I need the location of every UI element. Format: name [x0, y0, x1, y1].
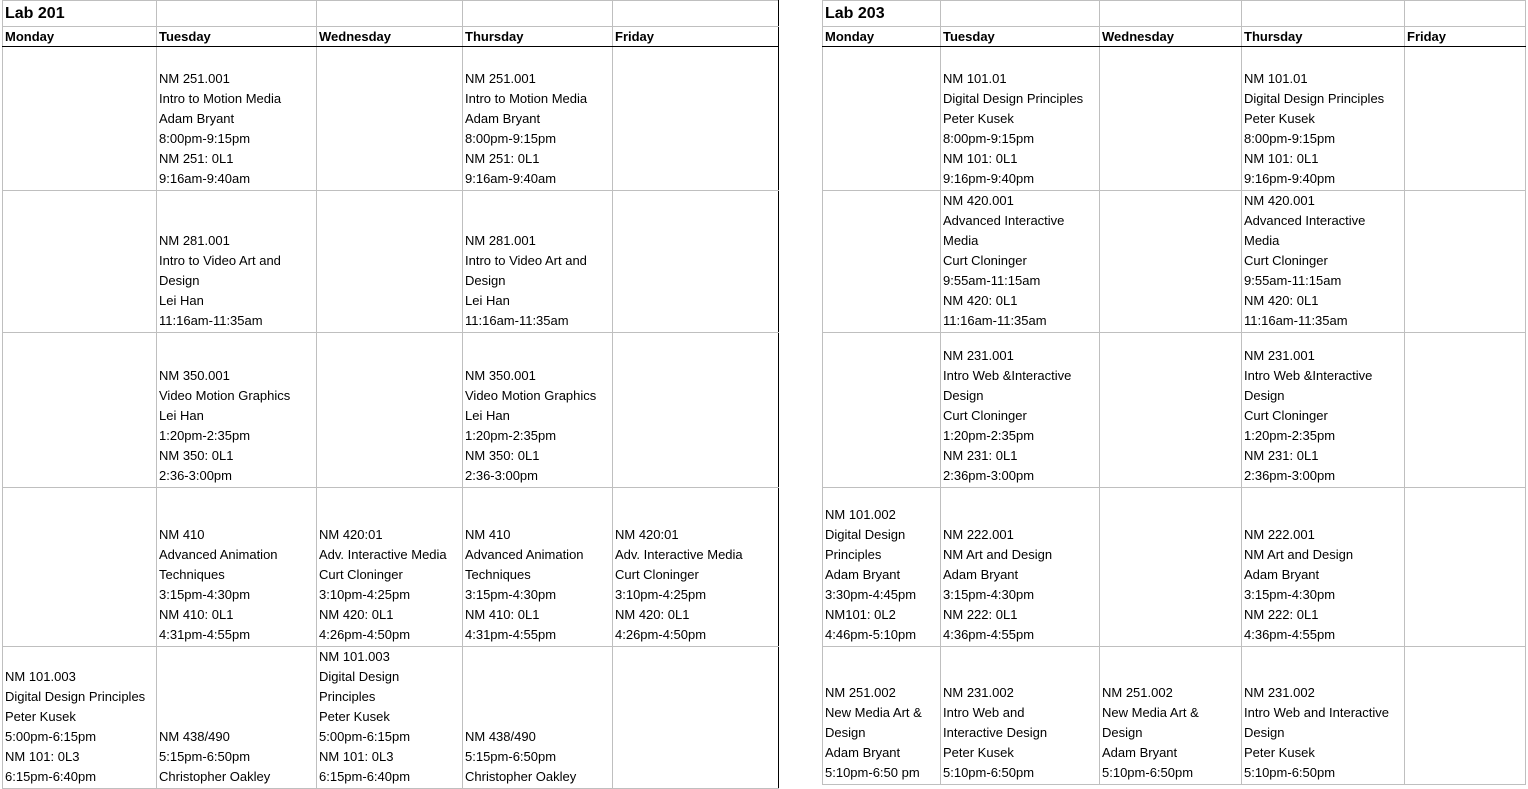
class-cell-tuesday[interactable] [157, 647, 317, 789]
empty-cell[interactable] [1242, 1, 1405, 27]
cell-text-line: Lei Han [465, 408, 510, 423]
cell-text-line: NM 231.002 [943, 685, 1014, 700]
cell-text-line: Digital Design [825, 527, 906, 542]
empty-cell[interactable] [1405, 647, 1526, 785]
empty-cell[interactable] [941, 1, 1100, 27]
cell-text-line: NM 251.001 [159, 71, 230, 86]
cell-text-line: 5:10pm-6:50 pm [825, 765, 920, 780]
class-cell-thursday[interactable] [1242, 191, 1405, 333]
cell-text-line: Techniques [465, 567, 531, 582]
class-cell-tuesday[interactable] [941, 647, 1100, 785]
empty-cell[interactable] [613, 647, 779, 789]
class-cell-friday[interactable] [613, 488, 779, 647]
cell-text-line: 3:10pm-4:25pm [319, 587, 411, 602]
class-cell-wednesday[interactable] [317, 647, 463, 789]
cell-text-line: NM 438/490 [159, 729, 230, 744]
schedule-row [3, 647, 779, 789]
class-cell-thursday[interactable] [463, 647, 613, 789]
cell-text-line: 9:16am-9:40am [159, 171, 251, 186]
cell-text-line: 4:36pm-4:55pm [943, 627, 1035, 642]
cell-text-line: Advanced Interactive [1244, 213, 1366, 228]
cell-text-line: Peter Kusek [319, 709, 390, 724]
class-cell-monday[interactable] [823, 647, 941, 785]
class-cell-tuesday[interactable] [941, 47, 1100, 191]
cell-text-line: Digital Design [319, 669, 400, 684]
cell-text-line: 11:16am-11:35am [943, 313, 1047, 328]
cell-text-line: Principles [319, 689, 376, 704]
cell-text-line: 1:20pm-2:35pm [1244, 428, 1336, 443]
cell-text-line: NM 101.003 [5, 669, 76, 684]
cell-text-line: Intro to Motion Media [159, 91, 282, 106]
cell-text-line: 2:36-3:00pm [159, 468, 232, 483]
cell-text-line: Design [465, 273, 506, 288]
cell-text-line: 9:16pm-9:40pm [943, 171, 1035, 186]
cell-text-line: 8:00pm-9:15pm [465, 131, 557, 146]
class-cell-wednesday[interactable] [1100, 647, 1242, 785]
cell-text-line: 5:10pm-6:50pm [1244, 765, 1336, 780]
class-cell-thursday[interactable] [463, 191, 613, 333]
cell-text-line: NM 251: 0L1 [159, 151, 234, 166]
cell-text-line: Intro to Video Art and [465, 253, 587, 268]
cell-text-line: 2:36pm-3:00pm [943, 468, 1035, 483]
cell-text-line: Adam Bryant [1244, 567, 1320, 582]
cell-text-line: Adam Bryant [465, 111, 541, 126]
cell-text-line: 5:00pm-6:15pm [319, 729, 411, 744]
cell-text-line: Peter Kusek [1244, 745, 1315, 760]
cell-text-line: Design [825, 725, 866, 740]
cell-text-line: NM 222.001 [943, 527, 1014, 542]
cell-text-line: 5:00pm-6:15pm [5, 729, 97, 744]
cell-text-line: NM 420: 0L1 [1244, 293, 1319, 308]
empty-cell[interactable] [823, 333, 941, 488]
cell-text-line: Curt Cloninger [943, 408, 1027, 423]
cell-text-line: 11:16am-11:35am [465, 313, 569, 328]
cell-text-line: 5:10pm-6:50pm [943, 765, 1035, 780]
schedule-row [3, 333, 779, 488]
empty-cell[interactable] [317, 1, 463, 27]
cell-text-line: 11:16am-11:35am [1244, 313, 1348, 328]
cell-text-line: 4:26pm-4:50pm [615, 627, 707, 642]
empty-cell[interactable] [1100, 47, 1242, 191]
cell-text-line: NM 410: 0L1 [465, 607, 540, 622]
cell-text-line: NM 231.001 [1244, 348, 1315, 363]
cell-text-line: 4:31pm-4:55pm [465, 627, 557, 642]
cell-text-line: NM 101: 0L1 [1244, 151, 1319, 166]
cell-text-line: NM 420:01 [615, 527, 679, 542]
cell-text-line: 8:00pm-9:15pm [159, 131, 251, 146]
cell-text-line: NM Art and Design [1244, 547, 1354, 562]
day-header-thursday[interactable]: Thursday [463, 27, 613, 47]
empty-cell[interactable] [613, 1, 779, 27]
class-cell-thursday[interactable] [463, 488, 613, 647]
day-header-friday[interactable]: Friday [1405, 27, 1526, 47]
cell-text-line: Christopher Oakley [465, 769, 577, 784]
empty-cell[interactable] [613, 47, 779, 191]
class-cell-tuesday[interactable] [941, 333, 1100, 488]
cell-text-line: Curt Cloninger [943, 253, 1027, 268]
cell-text-line: NM 231: 0L1 [1244, 448, 1319, 463]
lab-201-title[interactable]: Lab 201 [3, 1, 157, 27]
empty-cell[interactable] [613, 333, 779, 488]
cell-text-line: NM 101: 0L3 [5, 749, 80, 764]
cell-text-line: 3:15pm-4:30pm [159, 587, 251, 602]
cell-text-line: 5:10pm-6:50pm [1102, 765, 1194, 780]
schedule-row [823, 333, 1526, 488]
cell-text-line: Principles [825, 547, 882, 562]
cell-text-line: NM 420: 0L1 [615, 607, 690, 622]
empty-cell[interactable] [1100, 1, 1242, 27]
class-cell-wednesday[interactable] [317, 488, 463, 647]
class-cell-thursday[interactable] [1242, 647, 1405, 785]
cell-text-line: NM 251.002 [825, 685, 896, 700]
schedule-row [3, 191, 779, 333]
empty-cell[interactable] [3, 333, 157, 488]
class-cell-thursday[interactable] [1242, 488, 1405, 647]
empty-cell[interactable] [613, 191, 779, 333]
class-cell-tuesday[interactable] [157, 47, 317, 191]
cell-text-line: Curt Cloninger [319, 567, 403, 582]
empty-cell[interactable] [3, 488, 157, 647]
cell-text-line: Peter Kusek [5, 709, 76, 724]
cell-text-line: 1:20pm-2:35pm [159, 428, 251, 443]
cell-text-line: NM 101.003 [319, 649, 390, 664]
cell-text-line: NM 251: 0L1 [465, 151, 540, 166]
cell-text-line: NM101: 0L2 [825, 607, 896, 622]
cell-text-line: NM 281.001 [465, 233, 536, 248]
cell-text-line: NM 222.001 [1244, 527, 1315, 542]
cell-text-line: NM 350.001 [159, 368, 230, 383]
schedule-row [823, 47, 1526, 191]
cell-text-line: 9:55am-11:15am [943, 273, 1041, 288]
class-cell-tuesday[interactable] [157, 488, 317, 647]
cell-text-line: New Media Art & [825, 705, 922, 720]
cell-text-line: NM 410 [465, 527, 511, 542]
cell-text-line: NM 101: 0L1 [943, 151, 1018, 166]
cell-text-line: 6:15pm-6:40pm [5, 769, 97, 784]
cell-text-line: Advanced Animation [465, 547, 584, 562]
class-cell-tuesday[interactable] [157, 333, 317, 488]
cell-text-line: Adam Bryant [943, 567, 1019, 582]
cell-text-line: Adv. Interactive Media [319, 547, 447, 562]
schedule-row [823, 488, 1526, 647]
cell-text-line: Design [159, 273, 200, 288]
day-header-tuesday[interactable]: Tuesday [941, 27, 1100, 47]
cell-text-line: 4:46pm-5:10pm [825, 627, 917, 642]
day-header-friday[interactable]: Friday [613, 27, 779, 47]
empty-cell[interactable] [1100, 488, 1242, 647]
cell-text-line: Intro to Video Art and [159, 253, 281, 268]
cell-text-line: Digital Design Principles [943, 91, 1084, 106]
cell-text-line: NM 350.001 [465, 368, 536, 383]
cell-text-line: Intro Web &Interactive [1244, 368, 1373, 383]
empty-cell[interactable] [3, 47, 157, 191]
cell-text-line: NM 438/490 [465, 729, 536, 744]
cell-text-line: 8:00pm-9:15pm [943, 131, 1035, 146]
cell-text-line: NM 420:01 [319, 527, 383, 542]
class-cell-monday[interactable] [3, 647, 157, 789]
cell-text-line: Digital Design Principles [5, 689, 146, 704]
cell-text-line: NM 231: 0L1 [943, 448, 1018, 463]
schedule-row [823, 647, 1526, 785]
cell-text-line: NM 101.01 [1244, 71, 1308, 86]
cell-text-line: Curt Cloninger [1244, 253, 1328, 268]
empty-cell[interactable] [823, 191, 941, 333]
cell-text-line: New Media Art & [1102, 705, 1199, 720]
cell-text-line: NM 420: 0L1 [943, 293, 1018, 308]
cell-text-line: 2:36pm-3:00pm [1244, 468, 1336, 483]
empty-cell[interactable] [317, 191, 463, 333]
cell-text-line: 6:15pm-6:40pm [319, 769, 411, 784]
cell-text-line: Techniques [159, 567, 225, 582]
cell-text-line: 5:15pm-6:50pm [465, 749, 557, 764]
cell-text-line: NM 410 [159, 527, 205, 542]
class-cell-thursday[interactable] [463, 47, 613, 191]
empty-cell[interactable] [1405, 488, 1526, 647]
cell-text-line: 4:36pm-4:55pm [1244, 627, 1336, 642]
cell-text-line: Lei Han [465, 293, 510, 308]
cell-text-line: Adv. Interactive Media [615, 547, 743, 562]
cell-text-line: NM 410: 0L1 [159, 607, 234, 622]
empty-cell[interactable] [157, 1, 317, 27]
cell-text-line: NM 101.002 [825, 507, 896, 522]
empty-cell[interactable] [317, 47, 463, 191]
cell-text-line: 11:16am-11:35am [159, 313, 263, 328]
cell-text-line: Video Motion Graphics [159, 388, 291, 403]
cell-text-line: NM 420.001 [1244, 193, 1315, 208]
class-cell-thursday[interactable] [463, 333, 613, 488]
cell-text-line: 9:16am-9:40am [465, 171, 557, 186]
empty-cell[interactable] [1405, 191, 1526, 333]
day-header-monday[interactable]: Monday [823, 27, 941, 47]
cell-text-line: Intro Web &Interactive [943, 368, 1072, 383]
cell-text-line: Media [1244, 233, 1280, 248]
cell-text-line: NM 251.002 [1102, 685, 1173, 700]
lab-203-schedule-table [822, 0, 1526, 785]
cell-text-line: Design [1244, 725, 1285, 740]
cell-text-line: Design [1102, 725, 1143, 740]
cell-text-line: Adam Bryant [825, 567, 901, 582]
empty-cell[interactable] [823, 47, 941, 191]
day-header-wednesday[interactable]: Wednesday [1100, 27, 1242, 47]
cell-text-line: NM 281.001 [159, 233, 230, 248]
cell-text-line: NM 101.01 [943, 71, 1007, 86]
cell-text-line: Peter Kusek [1244, 111, 1315, 126]
cell-text-line: 1:20pm-2:35pm [943, 428, 1035, 443]
cell-text-line: Design [943, 388, 984, 403]
cell-text-line: 5:15pm-6:50pm [159, 749, 251, 764]
cell-text-line: NM 231.002 [1244, 685, 1315, 700]
day-header-monday[interactable]: Monday [3, 27, 157, 47]
cell-text-line: Media [943, 233, 979, 248]
cell-text-line: NM 101: 0L3 [319, 749, 394, 764]
empty-cell[interactable] [1405, 333, 1526, 488]
cell-text-line: 1:20pm-2:35pm [465, 428, 557, 443]
cell-text-line: NM 251.001 [465, 71, 536, 86]
class-cell-tuesday[interactable] [157, 191, 317, 333]
cell-text-line: Adam Bryant [825, 745, 901, 760]
class-cell-thursday[interactable] [1242, 333, 1405, 488]
cell-text-line: 9:55am-11:15am [1244, 273, 1342, 288]
cell-text-line: Digital Design Principles [1244, 91, 1385, 106]
cell-text-line: 4:26pm-4:50pm [319, 627, 411, 642]
class-cell-thursday[interactable] [1242, 47, 1405, 191]
cell-text-line: Curt Cloninger [615, 567, 699, 582]
lab-201-schedule-table [2, 0, 779, 789]
cell-text-line: Peter Kusek [943, 111, 1014, 126]
cell-text-line: Peter Kusek [943, 745, 1014, 760]
empty-cell[interactable] [1100, 333, 1242, 488]
cell-text-line: Video Motion Graphics [465, 388, 597, 403]
empty-cell[interactable] [1405, 47, 1526, 191]
empty-cell[interactable] [317, 333, 463, 488]
cell-text-line: 3:30pm-4:45pm [825, 587, 917, 602]
empty-cell[interactable] [3, 191, 157, 333]
cell-text-line: Intro to Motion Media [465, 91, 588, 106]
schedule-row [823, 191, 1526, 333]
cell-text-line: 3:15pm-4:30pm [1244, 587, 1336, 602]
cell-text-line: Advanced Interactive [943, 213, 1065, 228]
class-cell-tuesday[interactable] [941, 191, 1100, 333]
cell-text-line: 3:10pm-4:25pm [615, 587, 707, 602]
cell-text-line: 3:15pm-4:30pm [943, 587, 1035, 602]
day-header-tuesday[interactable]: Tuesday [157, 27, 317, 47]
cell-text-line: NM 350: 0L1 [465, 448, 540, 463]
cell-text-line: Interactive Design [943, 725, 1048, 740]
cell-text-line: 8:00pm-9:15pm [1244, 131, 1336, 146]
cell-text-line: Lei Han [159, 293, 204, 308]
cell-text-line: NM 420.001 [943, 193, 1014, 208]
cell-text-line: Curt Cloninger [1244, 408, 1328, 423]
cell-text-line: NM 420: 0L1 [319, 607, 394, 622]
cell-text-line: Intro Web and Interactive [1244, 705, 1390, 720]
cell-text-line: 3:15pm-4:30pm [465, 587, 557, 602]
day-header-wednesday[interactable]: Wednesday [317, 27, 463, 47]
cell-text-line: NM 222: 0L1 [943, 607, 1018, 622]
cell-text-line: Adam Bryant [1102, 745, 1178, 760]
cell-text-line: 9:16pm-9:40pm [1244, 171, 1336, 186]
lab-203-title[interactable]: Lab 203 [823, 1, 941, 27]
empty-cell[interactable] [463, 1, 613, 27]
class-cell-tuesday[interactable] [941, 488, 1100, 647]
cell-text-line: NM 222: 0L1 [1244, 607, 1319, 622]
schedule-row [3, 47, 779, 191]
day-header-thursday[interactable]: Thursday [1242, 27, 1405, 47]
cell-text-line: Intro Web and [943, 705, 1025, 720]
class-cell-monday[interactable] [823, 488, 941, 647]
cell-text-line: 4:31pm-4:55pm [159, 627, 251, 642]
cell-text-line: Christopher Oakley [159, 769, 271, 784]
cell-text-line: NM Art and Design [943, 547, 1053, 562]
schedule-row [3, 488, 779, 647]
cell-text-line: 2:36-3:00pm [465, 468, 538, 483]
empty-cell[interactable] [1100, 191, 1242, 333]
cell-text-line: Design [1244, 388, 1285, 403]
cell-text-line: Lei Han [159, 408, 204, 423]
cell-text-line: Adam Bryant [159, 111, 235, 126]
cell-text-line: NM 350: 0L1 [159, 448, 234, 463]
cell-text-line: NM 231.001 [943, 348, 1014, 363]
cell-text-line: Advanced Animation [159, 547, 278, 562]
empty-cell[interactable] [1405, 1, 1526, 27]
